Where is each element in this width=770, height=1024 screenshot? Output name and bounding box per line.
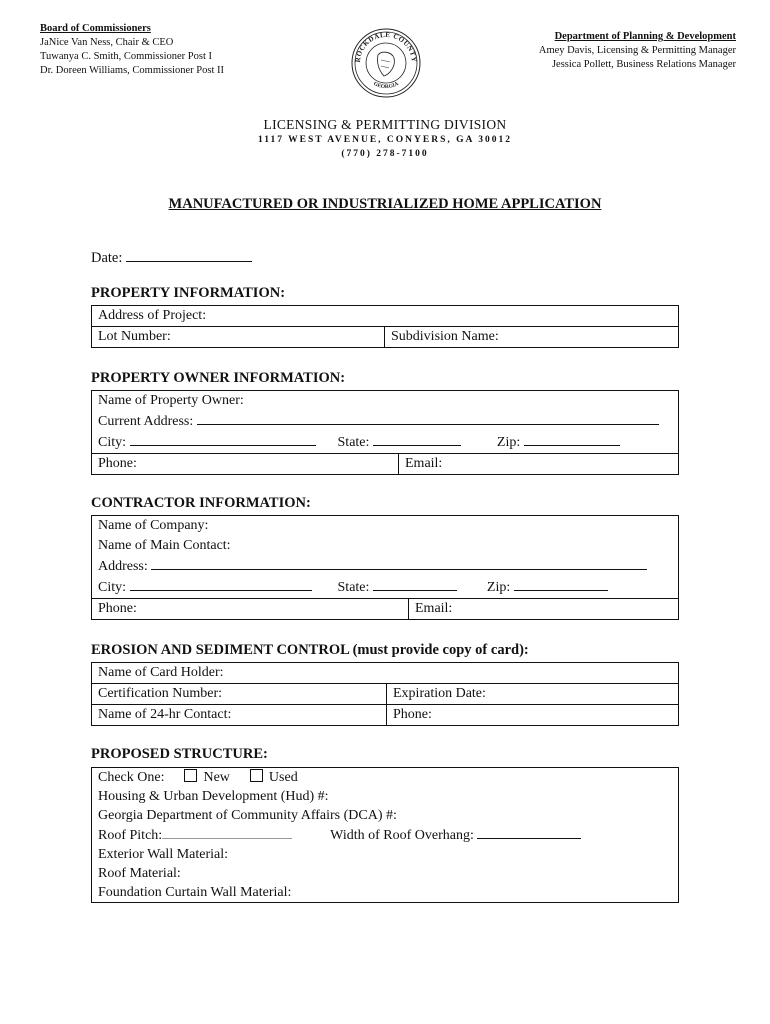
structure-table (91, 767, 679, 903)
board-block (40, 22, 224, 78)
date-blank[interactable] (126, 247, 252, 262)
owner-phone-field[interactable]: Phone: (92, 454, 399, 475)
new-checkbox[interactable] (184, 769, 197, 782)
check-one-row: Check One: New Used (92, 768, 679, 788)
board-title: Board of Commissioners (40, 23, 151, 34)
board-member: Tuwanya C. Smith, Commissioner Post I (40, 51, 213, 62)
erosion-phone-field[interactable]: Phone: (387, 705, 679, 726)
certification-number-field[interactable]: Certification Number: (92, 684, 387, 705)
property-table (91, 305, 679, 348)
roof-material-field[interactable]: Roof Material: (92, 864, 679, 883)
svg-text:GEORGIA (372, 81, 399, 90)
board-member: Dr. Doreen Williams, Commissioner Post II (40, 65, 224, 76)
seal-bottom-text: GEORGIA (372, 80, 400, 91)
owner-heading: PROPERTY OWNER INFORMATION: (91, 370, 346, 386)
contractor-address-field[interactable]: Address: (92, 556, 679, 577)
department-title: Department of Planning & Development (554, 31, 736, 42)
owner-email-field[interactable]: Email: (399, 454, 679, 475)
owner-city-state-zip[interactable]: City: State: Zip: (92, 432, 679, 454)
contractor-city-state-zip[interactable]: City: State: Zip: (92, 577, 679, 599)
lot-number-field[interactable]: Lot Number: (92, 327, 385, 348)
card-holder-field[interactable]: Name of Card Holder: (92, 663, 679, 684)
exterior-wall-field[interactable]: Exterior Wall Material: (92, 845, 679, 864)
subdivision-name-field[interactable]: Subdivision Name: (385, 327, 679, 348)
department-member: Amey Davis, Licensing & Permitting Manager (538, 45, 736, 56)
svg-text:ROCKDALE COUNTY (354, 31, 418, 63)
expiration-date-field[interactable]: Expiration Date: (387, 684, 679, 705)
foundation-wall-field[interactable]: Foundation Curtain Wall Material: (92, 883, 679, 903)
owner-table (91, 390, 679, 475)
contractor-email-field[interactable]: Email: (409, 599, 679, 620)
address-of-project-field[interactable]: Address of Project: (92, 306, 679, 327)
department-block (539, 30, 736, 72)
erosion-heading: EROSION AND SEDIMENT CONTROL (must provide copy of card): (91, 642, 529, 658)
division-address: 1117 WEST AVENUE, CONYERS, GA 30012 (258, 135, 512, 145)
main-contact-field[interactable]: Name of Main Contact: (92, 536, 679, 556)
date-field[interactable]: Date: (91, 247, 252, 267)
hud-number-field[interactable]: Housing & Urban Development (Hud) #: (92, 787, 679, 806)
county-seal-icon (348, 22, 424, 104)
contact-24hr-field[interactable]: Name of 24-hr Contact: (92, 705, 387, 726)
dca-number-field[interactable]: Georgia Department of Community Affairs (DCA) #: (92, 806, 679, 825)
owner-address-field[interactable]: Current Address: (92, 411, 679, 432)
seal-top-text: ROCKDALE COUNTY (353, 30, 419, 63)
contractor-table (91, 515, 679, 620)
structure-heading: PROPOSED STRUCTURE: (91, 746, 268, 762)
property-heading: PROPERTY INFORMATION: (91, 285, 286, 301)
division-block (0, 117, 770, 161)
department-member: Jessica Pollett, Business Relations Manager (551, 59, 736, 70)
roof-pitch-row[interactable]: Roof Pitch: Width of Roof Overhang: (92, 825, 679, 845)
used-checkbox[interactable] (250, 769, 263, 782)
division-phone: (770) 278-7100 (341, 149, 429, 159)
contractor-heading: CONTRACTOR INFORMATION: (91, 495, 311, 511)
erosion-table (91, 662, 679, 726)
contractor-phone-field[interactable]: Phone: (92, 599, 409, 620)
division-name: LICENSING & PERMITTING DIVISION (263, 117, 507, 132)
company-name-field[interactable]: Name of Company: (92, 516, 679, 537)
board-member: JaNice Van Ness, Chair & CEO (40, 37, 174, 48)
form-title: MANUFACTURED OR INDUSTRIALIZED HOME APPLICATION (168, 196, 602, 212)
owner-name-field[interactable]: Name of Property Owner: (92, 391, 679, 412)
